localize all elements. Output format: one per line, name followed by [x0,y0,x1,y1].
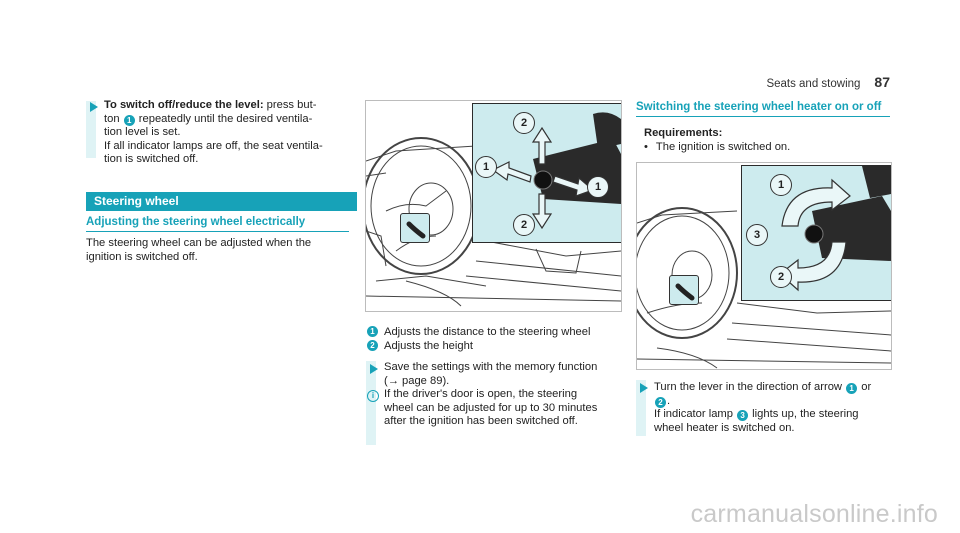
section-title: Steering wheel [94,194,179,208]
figure-badge-1-left: 1 [475,156,497,178]
step-arrow-icon [640,383,648,393]
subheading-heater [636,101,890,117]
figure-legend [366,326,626,353]
step-arrow-icon [370,364,378,374]
subheading-text: Adjusting the steering wheel electrically [86,216,306,228]
legend-badge: 1 [367,326,378,337]
subheading-text: Switching the steering wheel heater on or off [636,101,882,113]
callout-badge-2: 2 [655,397,666,408]
body-text [86,237,349,264]
lever-icon [401,214,429,242]
requirement-item: The ignition is switched on. [655,140,791,153]
step-text: If indicator lamp [654,408,737,421]
step-title: To switch off/reduce the level: [104,99,264,111]
step-turn-lever [654,381,899,435]
page-reference: (→ page 89). [384,374,450,387]
figure-badge-3-left: 3 [746,224,768,246]
callout-badge-3: 3 [737,410,748,421]
requirements-title: Requirements: [644,127,723,139]
section-name: Seats and stowing [766,78,861,90]
step-text: lights up, the steering [749,408,859,421]
step-text: tion is switched off. [104,153,199,166]
page-header [766,74,890,90]
step-text: ton [104,112,123,125]
lever-detail-inset [472,103,622,243]
body-line: ignition is switched off. [86,250,198,263]
control-lever-thumbnail [400,213,430,243]
subheading-adjust [86,216,349,232]
watermark: carmanualsonline.info [690,500,938,528]
legend-text: Adjusts the distance to the steering wheel [384,326,591,338]
steering-adjust-figure [365,100,622,312]
step-text: . [667,394,671,407]
step-text: repeatedly until the desired ventila- [135,112,313,125]
figure-badge-2-bottom: 2 [770,266,792,288]
section-title-bar [86,192,357,211]
info-note [384,388,629,429]
legend-badge: 2 [367,340,378,351]
step-text: tion level is set. [104,126,181,139]
step-arrow-icon [90,102,98,112]
figure-badge-2-bottom: 2 [513,214,535,236]
figure-badge-2-top: 2 [513,112,535,134]
lever-icon [670,276,698,304]
heater-lever-inset [741,165,892,301]
info-text: wheel can be adjusted for up to 30 minutes [384,401,598,414]
step-text: If all indicator lamps are off, the seat ventila- [104,139,323,152]
step-text: Turn the lever in the direction of arrow [654,381,846,393]
callout-badge-1: 1 [846,383,857,394]
bullet: • [644,140,648,153]
info-icon: i [367,390,379,402]
step-text: Save the settings with the memory function [384,361,598,373]
legend-item [366,326,626,340]
body-line: The steering wheel can be adjusted when the [86,237,312,249]
heater-figure [636,162,892,370]
page-number: 87 [874,74,890,90]
legend-text: Adjusts the height [384,339,473,352]
figure-badge-1-right: 1 [587,176,609,198]
step-text: or [858,381,872,393]
step-text: wheel heater is switched on. [654,421,795,434]
step-text: press but- [263,99,317,111]
info-text: after the ignition has been switched off. [384,415,578,428]
figure-badge-1-top: 1 [770,174,792,196]
info-text: If the driver's door is open, the steering [384,388,578,400]
requirements [644,127,894,154]
control-lever-thumbnail [669,275,699,305]
step-switch-off [104,99,354,167]
callout-badge-1: 1 [124,115,135,126]
step-save-settings [384,361,629,388]
legend-item [366,340,626,354]
